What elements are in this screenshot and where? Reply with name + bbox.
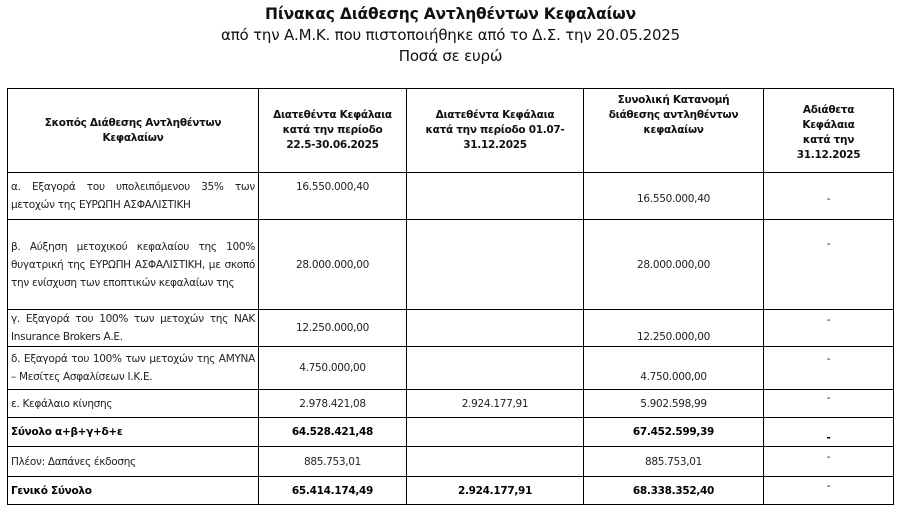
row-unallocated-value: -: [764, 390, 894, 418]
row-period1-value: 65.414.174,49: [259, 477, 407, 505]
table-row: [8, 173, 894, 220]
row-purpose: Πλέον: Δαπάνες έκδοσης: [8, 447, 259, 477]
row-period2-value: [407, 418, 584, 447]
row-unallocated-value: -: [764, 418, 894, 447]
row-total-value: 16.550.000,40: [584, 173, 764, 220]
row-purpose: Γενικό Σύνολο: [8, 477, 259, 505]
row-total-value: 28.000.000,00: [584, 220, 764, 310]
currency-note: Ποσά σε ευρώ: [398, 47, 503, 65]
row-period2-value: 2.924.177,91: [407, 390, 584, 418]
row-period1-value: 64.528.421,48: [259, 418, 407, 447]
column-header-purpose: Σκοπός Διάθεσης Αντληθέντων Κεφαλαίων: [8, 89, 259, 173]
column-header-period1: Διατεθέντα Κεφάλαια κατά την περίοδο 22.5-30.06.2025: [259, 89, 407, 173]
row-total-value: 885.753,01: [584, 447, 764, 477]
table-row: [8, 347, 894, 390]
table-header-row: [8, 89, 894, 173]
row-total-value: 68.338.352,40: [584, 477, 764, 505]
row-unallocated-value: -: [764, 220, 894, 310]
document-title: Πίνακας Διάθεσης Αντληθέντων Κεφαλαίων: [265, 5, 636, 23]
row-unallocated-value: -: [764, 310, 894, 347]
column-header-total: Συνολική Κατανομή διάθεσης αντληθέντων κεφαλαίων: [584, 89, 764, 173]
row-unallocated-value: -: [764, 347, 894, 390]
row-total-value: 4.750.000,00: [584, 347, 764, 390]
row-period2-value: 2.924.177,91: [407, 477, 584, 505]
row-purpose: Σύνολο α+β+γ+δ+ε: [8, 418, 259, 447]
row-period1-value: 4.750.000,00: [259, 347, 407, 390]
row-purpose: β. Αύξηση μετοχικού κεφαλαίου της 100% θυγατρική της ΕΥΡΩΠΗ ΑΣΦΑΛΙΣΤΙΚΗ, με σκοπό την ενίσχυση των εποπτικών κεφαλαίων της: [8, 220, 259, 310]
capital-allocation-table: [7, 88, 894, 505]
row-period1-value: 2.978.421,08: [259, 390, 407, 418]
row-total-value: 67.452.599,39: [584, 418, 764, 447]
row-purpose: δ. Εξαγορά του 100% των μετοχών της ΑΜΥΝΑ – Μεσίτες Ασφαλίσεων Ι.Κ.Ε.: [8, 347, 259, 390]
document-header: [0, 4, 901, 67]
row-total-value: 5.902.598,99: [584, 390, 764, 418]
table-row-grand-total: [8, 477, 894, 505]
row-period1-value: 12.250.000,00: [259, 310, 407, 347]
row-period2-value: [407, 220, 584, 310]
table-row: [8, 447, 894, 477]
table-row: [8, 390, 894, 418]
row-period1-value: 28.000.000,00: [259, 220, 407, 310]
row-period2-value: [407, 173, 584, 220]
row-purpose: ε. Κεφάλαιο κίνησης: [8, 390, 259, 418]
table-row: [8, 310, 894, 347]
row-unallocated-value: -: [764, 173, 894, 220]
row-purpose: α. Εξαγορά του υπολειπόμενου 35% των μετοχών της ΕΥΡΩΠΗ ΑΣΦΑΛΙΣΤΙΚΗ: [8, 173, 259, 220]
row-purpose: γ. Εξαγορά του 100% των μετοχών της ΝΑΚ Insurance Brokers Α.Ε.: [8, 310, 259, 347]
row-period2-value: [407, 310, 584, 347]
column-header-period2: Διατεθέντα Κεφάλαια κατά την περίοδο 01.07-31.12.2025: [407, 89, 584, 173]
row-unallocated-value: -: [764, 477, 894, 505]
row-period2-value: [407, 447, 584, 477]
row-unallocated-value: -: [764, 447, 894, 477]
document-subtitle: από την Α.Μ.Κ. που πιστοποιήθηκε από το Δ.Σ. την 20.05.2025: [221, 26, 680, 44]
table-row: [8, 220, 894, 310]
table-row-subtotal: [8, 418, 894, 447]
row-period2-value: [407, 347, 584, 390]
row-period1-value: 16.550.000,40: [259, 173, 407, 220]
row-period1-value: 885.753,01: [259, 447, 407, 477]
row-total-value: 12.250.000,00: [584, 310, 764, 347]
column-header-unallocated: Αδιάθετα Κεφάλαια κατά την 31.12.2025: [764, 89, 894, 173]
